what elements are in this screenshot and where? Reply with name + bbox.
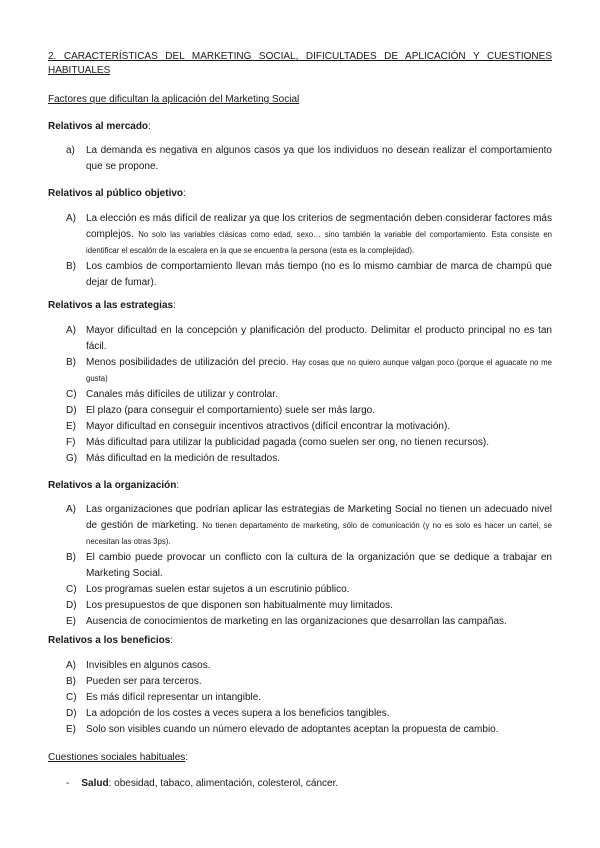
section-heading-colon: : [183,188,186,199]
list-item-note: No tienen departamento de marketing, sólo de comunicación (y no es solo es hacer un cartel, se necesitan las otras 3ps). [86,521,553,546]
list-item-marker: C) [66,692,77,703]
list-item-marker: B) [66,261,76,272]
section-heading-colon: : [173,300,176,311]
section-heading-text: Relativos al público objetivo [48,188,184,199]
list-item-text: Los presupuestos de que disponen son habitualmente muy limitados. [86,600,393,611]
list-item-text: Menos posibilidades de utilización del precio. [86,357,289,368]
section-heading-colon: : [176,480,180,491]
list-item-text: Invisibles en algunos casos. [86,660,211,671]
list-item-text: La elección es más difícil de realizar ya que los criterios de segmentación deben considerar factores más complejos. [86,213,552,240]
list-item-text: Ausencia de conocimientos de marketing en las organizaciones que desarrollan las campañas. [86,616,507,627]
list-item-marker: D) [66,708,77,719]
section-heading-text: Relativos a las estrategias [48,300,174,311]
list-item [66,403,552,419]
list-item-text: Los programas suelen estar sujetos a un escrutinio público. [86,584,350,595]
list-item-text: Los cambios de comportamiento llevan más tiempo (no es lo mismo cambiar de marca de champú que dejar de fumar). [86,261,552,288]
list-item [66,259,552,291]
list-item-text: Más dificultad en la medición de resultados. [86,453,280,464]
list-item-text: Pueden ser para terceros. [86,676,202,687]
social-item [66,776,338,792]
list-item-marker: E) [66,616,76,627]
section-list [66,143,552,175]
section-heading-text: Relativos a los beneficios [48,635,171,646]
list-item-marker: a) [66,145,75,156]
section-heading [48,478,179,494]
list-item-text: La demanda es negativa en algunos casos ya que los individuos no desean realizar el comportamiento que se propone. [86,145,552,172]
list-item-text: Más dificultad para utilizar la publicidad pagada (como suelen ser ong, no tienen recursos). [86,437,490,448]
list-item [66,582,552,598]
list-item-text: Canales más difíciles de utilizar y controlar. [86,389,278,400]
list-item-marker: B) [66,676,76,687]
list-item [66,143,552,175]
section-heading-colon: : [170,635,174,646]
list-item-text: Mayor dificultad en la concepción y planificación del producto. Delimitar el producto principal no es tan fácil. [86,325,552,352]
list-item [66,674,552,690]
list-item-marker: C) [66,389,77,400]
social-item-label: Salud [81,778,109,789]
section-list [66,323,552,467]
list-item [66,451,552,467]
list-item-marker: A) [66,325,76,336]
list-item [66,502,552,550]
list-item-marker: D) [66,600,77,611]
list-item-marker: F) [66,437,76,448]
list-item-marker: G) [66,453,78,464]
list-item-marker: A) [66,504,76,515]
list-item [66,387,552,403]
list-item-marker: C) [66,584,77,595]
list-item-text: Mayor dificultad en conseguir incentivos atractivos (difícil encontrar la motivación). [86,421,451,432]
social-heading [48,750,188,766]
list-item-text: El plazo (para conseguir el comportamiento) suele ser más largo. [86,405,376,416]
social-heading-text: Cuestiones sociales habituales [48,752,186,763]
social-item-separator: : [108,778,115,789]
social-heading-colon: : [185,752,189,763]
page-title: 2. CARACTERÍSTICAS DEL MARKETING SOCIAL, DIFICULTADES DE APLICACIÓN Y CUESTIONES HABITUALES [48,51,552,76]
list-item-text: Las organizaciones que podrían aplicar las estrategias de Marketing Social no tienen un adecuado nivel de gestión de marketing. [86,504,552,531]
list-item [66,706,552,722]
section-heading [48,186,186,202]
list-item [66,690,552,706]
section-heading-text: Relativos a la organización [48,480,177,491]
section-heading [48,119,151,135]
list-item-marker: B) [66,357,76,368]
section-heading-text: Relativos al mercado [48,121,149,132]
list-item [66,435,552,451]
section-heading [48,633,173,649]
social-item-marker: - [66,778,70,789]
list-item-text: Es más difícil representar un intangible. [86,692,262,703]
list-item-marker: B) [66,552,76,563]
list-item-marker: A) [66,660,76,671]
list-item [66,550,552,582]
list-item [66,722,552,738]
section-list [66,502,552,630]
list-item [66,323,552,355]
list-item-text: Solo son visibles cuando un número elevado de adoptantes aceptan la propuesta de cambio. [86,724,499,735]
list-item [66,211,552,259]
list-item-marker: E) [66,421,76,432]
social-item-text: obesidad, tabaco, alimentación, colesterol, cáncer. [114,778,339,789]
list-item-text: La adopción de los costes a veces supera a los beneficios tangibles. [86,708,390,719]
list-item-text: El cambio puede provocar un conflicto con la cultura de la organización que se dedique a trabajar en Marketing Social. [86,552,552,579]
list-item [66,614,552,630]
list-item [66,658,552,674]
section-heading [48,298,176,314]
section-heading-colon: : [148,121,151,132]
section-list [66,658,552,738]
list-item-note: Hay cosas que no quiero aunque valgan poco (porque el aguacate no me gusta) [86,358,553,383]
list-item-note: No solo las variables clásicas como edad, sexo… sino también la variable del comportamiento. Esta consiste en identificar el escalón de la escalera en la que se encuentra la persona (esta es la complejidad). [86,230,552,255]
section-list [66,211,552,291]
list-item-marker: A) [66,213,76,224]
list-item [66,598,552,614]
list-item-marker: D) [66,405,77,416]
list-item-marker: E) [66,724,76,735]
list-item [66,355,552,387]
section-subtitle: Factores que dificultan la aplicación del Marketing Social [48,94,300,105]
list-item [66,419,552,435]
